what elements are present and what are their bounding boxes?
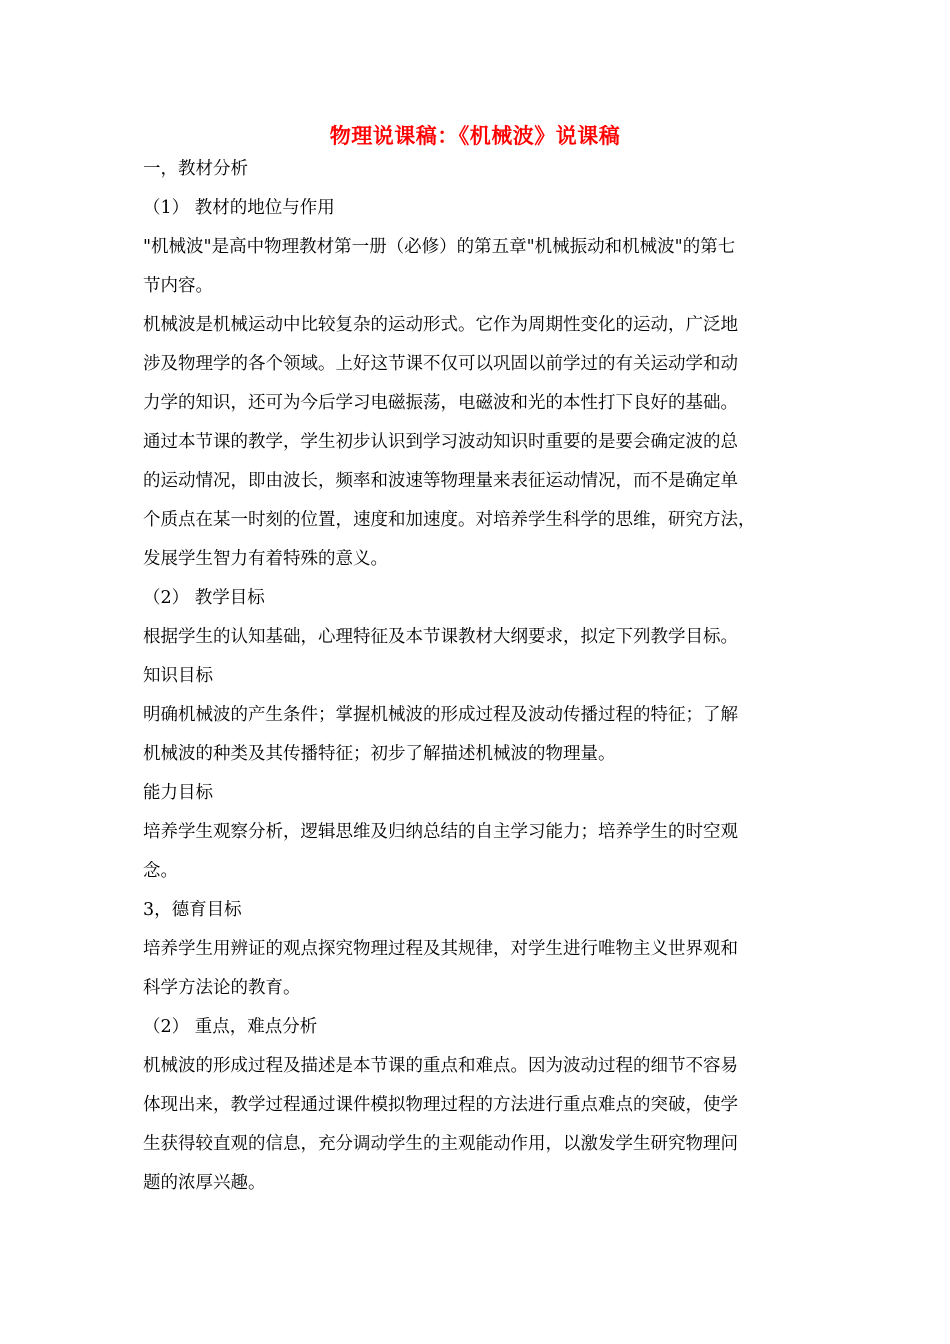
text-line: 涉及物理学的各个领域。上好这节课不仅可以巩固以前学过的有关运动学和动: [143, 354, 738, 374]
text-line: 机械波的种类及其传播特征；初步了解描述机械波的物理量。: [143, 744, 616, 764]
text-line: 一，教材分析: [143, 159, 248, 179]
text-line: 机械波的形成过程及描述是本节课的重点和难点。因为波动过程的细节不容易: [143, 1056, 738, 1076]
text-line: 培养学生用辨证的观点探究物理过程及其规律，对学生进行唯物主义世界观和: [143, 939, 738, 959]
text-line: 的运动情况，即由波长，频率和波速等物理量来表征运动情况，而不是确定单: [143, 471, 738, 491]
text-line: （2） 教学目标: [143, 588, 265, 608]
document-title: 物理说课稿：《机械波》说课稿: [329, 123, 621, 148]
text-line: 发展学生智力有着特殊的意义。: [143, 549, 388, 569]
text-line: 个质点在某一时刻的位置，速度和加速度。对培养学生科学的思维，研究方法，: [143, 510, 756, 530]
text-line: 节内容。: [143, 276, 213, 296]
text-line: 明确机械波的产生条件；掌握机械波的形成过程及波动传播过程的特征；了解: [143, 705, 738, 725]
text-line: （1） 教材的地位与作用: [143, 198, 335, 218]
text-line: 生获得较直观的信息，充分调动学生的主观能动作用，以激发学生研究物理问: [143, 1134, 738, 1154]
text-line: 通过本节课的教学，学生初步认识到学习波动知识时重要的是要会确定波的总: [143, 432, 738, 452]
text-line: （2） 重点，难点分析: [143, 1017, 318, 1037]
document-body: [143, 150, 811, 1203]
text-line: 能力目标: [143, 783, 213, 803]
text-line: 根据学生的认知基础，心理特征及本节课教材大纲要求，拟定下列教学目标。: [143, 627, 738, 647]
text-line: 念。: [143, 861, 178, 881]
text-line: 题的浓厚兴趣。: [143, 1173, 266, 1193]
text-line: 机械波是机械运动中比较复杂的运动形式。它作为周期性变化的运动，广泛地: [143, 315, 738, 335]
text-line: 力学的知识，还可为今后学习电磁振荡，电磁波和光的本性打下良好的基础。: [143, 393, 738, 413]
text-line: 科学方法论的教育。: [143, 978, 301, 998]
text-line: "机械波"是高中物理教材第一册（必修）的第五章"机械振动和机械波"的第七: [143, 237, 736, 257]
text-line: 体现出来，教学过程通过课件模拟物理过程的方法进行重点难点的突破，使学: [143, 1095, 738, 1115]
text-line: 知识目标: [143, 666, 213, 686]
text-line: 培养学生观察分析，逻辑思维及归纳总结的自主学习能力；培养学生的时空观: [143, 822, 738, 842]
text-line: 3，德育目标: [143, 900, 242, 920]
